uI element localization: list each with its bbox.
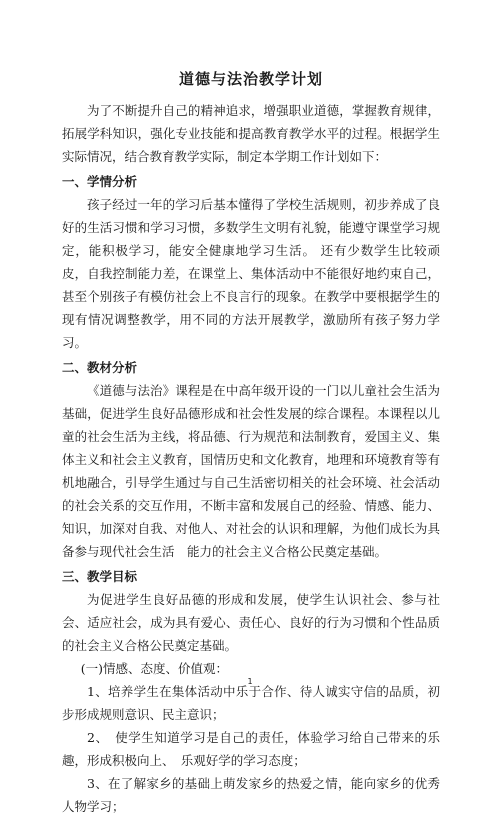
section-heading-teaching-goals: 三、教学目标 — [62, 569, 138, 584]
textbook-analysis-paragraph: 《道德与法治》课程是在中高年级开设的一门以儿童社会生活为基础，促进学生良好品德形成和社会性发展的综合课程。本课程以儿童的社会生活为主线，将品德、行为规范和法制教育，爱国主义、集体主义和社会主义教育，国情历史和文化教育，地理和环境教育等有机地融合，引导学生通过与自己生活密切相关的社会环境、社会活动的社会关系的交互作用，不断丰富和发展自己的经验、情感、能力、知识，加深对自我、对他人、对社会的认识和理解，为他们成长为具备参与现代社会生活 能力的社会主义合格公民奠定基础。 — [62, 383, 440, 559]
teaching-goals-paragraph: 为促进学生良好品德的形成和发展，使学生认识社会、参与社会、适应社会，成为具有爱心、责任心、良好的行为习惯和个性品质的社会主义合格公民奠定基础。 — [62, 592, 440, 653]
goal-item-1: 1、培养学生在集体活动中乐于合作、待人诚实守信的品质，初步形成规则意识、民主意识； — [62, 684, 440, 722]
section-heading-textbook-analysis: 二、教材分析 — [62, 360, 138, 375]
document-title: 道德与法治教学计划 — [178, 70, 323, 88]
goal-item-3: 3、在了解家乡的基础上萌发家乡的热爱之情，能向家乡的优秀人物学习； — [62, 776, 440, 814]
page-number: 1 — [247, 677, 253, 686]
section-heading-student-analysis: 一、学情分析 — [62, 174, 138, 189]
student-analysis-paragraph: 孩子经过一年的学习后基本懂得了学校生活规则，初步养成了良好的生活习惯和学习习惯，多数学生文明有礼貌，能遵守课堂学习规定，能积极学习，能安全健康地学习生活。 还有少数学生比较顽皮，自我控制能力差，在课堂上、集体活动中不能很好地约束自己，甚至个别孩子有模仿社会上不良言行的现象。在教学中要根据学生的现有情况调整教学，用不同的方法开展教学，激励所有孩子努力学习。 — [62, 197, 440, 350]
goal-item-2: 2、 使学生知道学习是自己的责任，体验学习给自己带来的乐趣，形成积极向上、 乐观好学的学习态度； — [62, 730, 440, 768]
intro-paragraph: 为了不断提升自己的精神追求，增强职业道德，掌握教育规律，拓展学科知识，强化专业技能和提高教育教学水平的过程。根据学生实际情况，结合教育教学实际，制定本学期工作计划如下： — [62, 103, 440, 164]
goal-subheading: (一)情感、态度、价值观： — [80, 661, 229, 676]
